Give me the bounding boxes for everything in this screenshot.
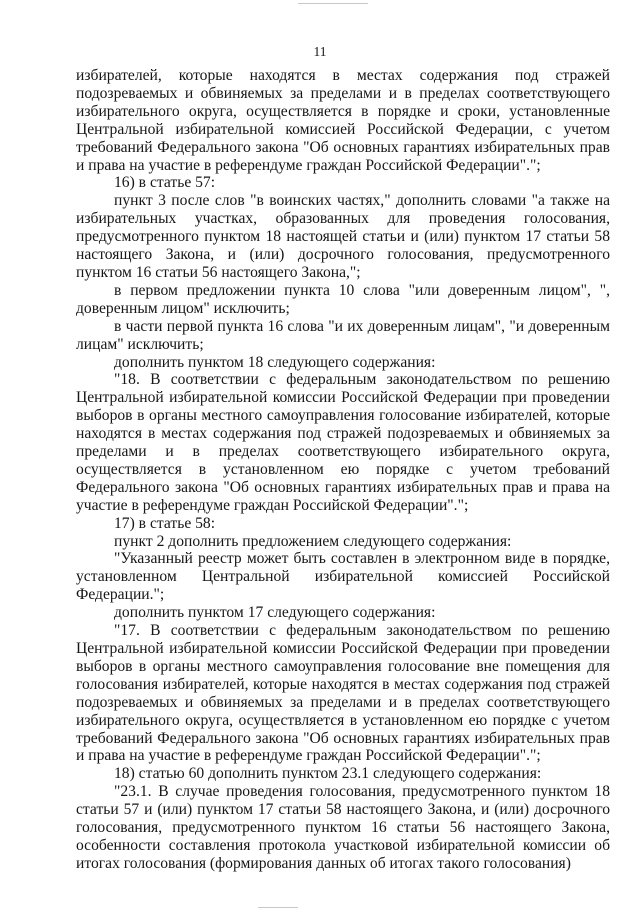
paragraph: дополнить пунктом 18 следующего содержания: [114, 353, 436, 371]
page-number: 11 [313, 44, 327, 59]
paragraph: избирателей, которые находятся в местах содержания под стражей подозреваемых и обвиняемых за пределами и в пределах соответствующего избирательного округа, осуществляется в порядке и сроки, установленные Центральной избирательной комиссией Российской Федерации, с учетом требований Федерального закона "Об основных гарантиях избирательных прав и права на участие в референдуме граждан Российской Федерации"."; [76, 67, 610, 174]
document-body [76, 67, 610, 873]
paragraph: "18. В соответствии с федеральным законодательством по решению Центральной избирательной комиссии Российской Федерации при проведении выборов в органы местного самоуправления голосование избирателей, которые находятся в местах содержания под стражей подозреваемых и обвиняемых за пределами и в пределах соответствующего избирательного округа, осуществляется в установленном ею порядке с учетом требований Федерального закона "Об основных гарантиях избирательных прав и права на участие в референдуме граждан Российской Федерации"."; [76, 371, 610, 514]
paragraph: "23.1. В случае проведения голосования, предусмотренного пунктом 18 статьи 57 и (или) пунктом 17 статьи 58 настоящего Закона, и (или) досрочного голосования, предусмотренного пунктом 16 статьи 56 настоящего Закона, особенности составления протокола участковой избирательной комиссии об итогах голосования (формирования данных об итогах такого голосования) [76, 783, 610, 872]
paragraph: 16) в статье 57: [114, 174, 216, 192]
paragraph: в первом предложении пункта 10 слова "или доверенным лицом", ", доверенным лицом" исключить; [76, 281, 610, 317]
paragraph: в части первой пункта 16 слова "и их доверенным лицам", "и доверенным лицам" исключить; [76, 317, 610, 353]
paragraph: пункт 3 после слов "в воинских частях," дополнить словами "а также на избирательных участках, образованных для проведения голосования, предусмотренного пунктом 18 настоящей статьи и (или) пунктом 17 статьи 58 настоящего Закона, и (или) досрочного голосования, предусмотренного пунктом 16 статьи 56 настоящего Закона,"; [76, 192, 610, 281]
paragraph: пункт 2 дополнить предложением следующего содержания: [114, 532, 512, 550]
paragraph: "17. В соответствии с федеральным законодательством по решению Центральной избирательной комиссии Российской Федерации при проведении выборов в органы местного самоуправления голосование вне помещения для голосования избирателей, которые находятся в местах содержания под стражей подозреваемых и обвиняемых за пределами и в пределах соответствующего избирательного округа, осуществляется в установленном ею порядке с учетом требований Федерального закона "Об основных гарантиях избирательных прав и права на участие в референдуме граждан Российской Федерации"."; [76, 622, 610, 765]
paragraph: 18) статью 60 дополнить пунктом 23.1 следующего содержания: [114, 765, 542, 783]
paragraph: дополнить пунктом 17 следующего содержания: [114, 604, 436, 622]
paragraph: "Указанный реестр может быть составлен в электронном виде в порядке, установленном Центральной избирательной комиссией Российской Федерации."; [76, 550, 610, 604]
paragraph: 17) в статье 58: [114, 514, 216, 532]
scan-artifact-top [298, 3, 368, 4]
scan-artifact-bottom [258, 907, 298, 908]
